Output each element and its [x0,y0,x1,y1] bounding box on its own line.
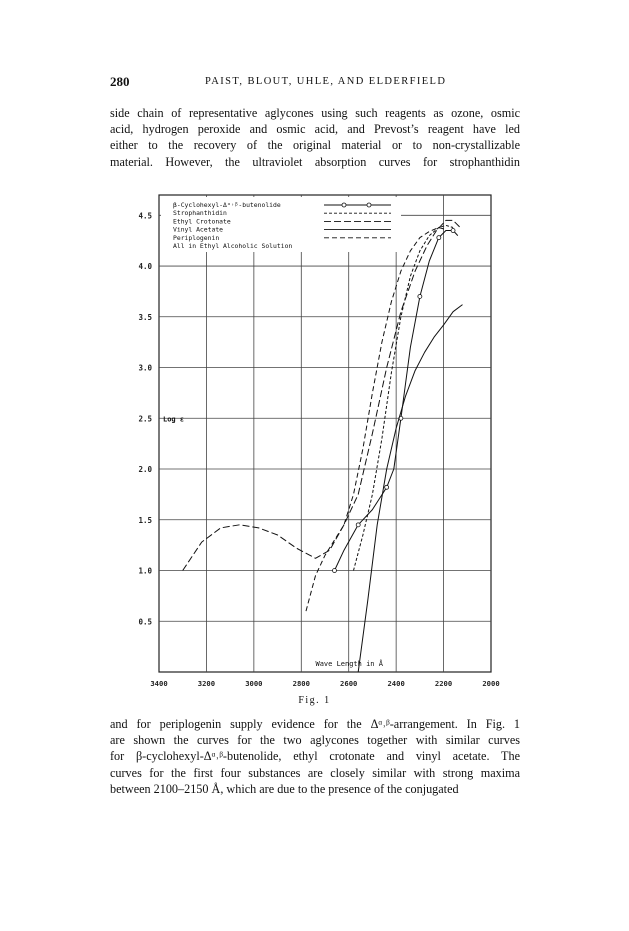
series-point [356,523,360,527]
series-line-3 [358,305,462,672]
figure-caption: Fig. 1 [298,695,331,706]
text-line: either to the recovery of the original material or to non-crystallizable [110,138,520,153]
series-point [385,485,389,489]
series-point [437,236,441,240]
legend-entry-marker [342,203,346,207]
text-line: for β-cyclohexyl-Δᵅ˒ᵝ-butenolide, ethyl crotonate and vinyl acetate. The [110,749,520,764]
legend-note: All in Ethyl Alcoholic Solution [173,242,293,250]
series-point [332,569,336,573]
y-tick-label: 0.5 [138,617,152,627]
y-axis-label: Log ε [163,415,185,424]
text-line: curves for the first four substances are closely similar with strong maxima [110,765,520,780]
legend-entry-label: β-Cyclohexyl-Δᵅ˒ᵝ-butenolide [173,201,281,209]
running-head: PAIST, BLOUT, UHLE, AND ELDERFIELD [205,76,447,87]
y-tick-label: 2.5 [138,414,152,424]
y-tick-label: 3.0 [138,363,152,373]
series-point [451,229,455,233]
x-tick-label: 2800 [292,679,310,688]
y-tick-label: 4.0 [138,262,152,272]
y-tick-label: 1.5 [138,515,152,525]
page-number: 280 [110,74,130,89]
y-tick-label: 3.5 [138,312,152,322]
series-point [418,294,422,298]
x-tick-label: 3400 [150,679,168,688]
legend-entry-marker [367,203,371,207]
text-line: and for periplogenin supply evidence for the Δᵅ˒ᵝ-arrangement. In Fig. 1 [110,717,520,731]
text-line: between 2100–2150 Å, which are due to the presence of the conjugated [110,781,459,796]
series-line-4 [306,228,446,612]
text-line: side chain of representative aglycones using such reagents as ozone, osmic [110,106,520,120]
y-tick-label: 2.0 [138,465,152,475]
y-tick-label: 4.5 [138,211,152,221]
legend-entry-label: Vinyl Acetate [173,225,224,234]
x-axis-label: Wave Length in Å [315,660,383,668]
legend-entry-label: Periplogenin [173,233,220,242]
text-line: material. However, the ultraviolet absorption curves for strophanthidin [110,154,520,169]
text-line: are shown the curves for the two aglycones together with similar curves [110,733,520,748]
x-tick-label: 2600 [340,679,358,688]
legend-entry-label: Strophanthidin [173,209,227,218]
series-line-2 [183,220,461,570]
x-tick-label: 2000 [482,679,500,688]
paragraph-bottom [110,716,520,797]
legend-entry-label: Ethyl Crotonate [173,217,231,226]
x-tick-label: 3200 [197,679,216,688]
plot-frame [159,195,491,672]
x-tick-label: 3000 [245,679,263,688]
x-tick-label: 2200 [434,679,453,688]
text-line: acid, hydrogen peroxide and osmic acid, and Prevost’s reagent have led [110,122,520,137]
y-tick-label: 1.0 [138,566,152,576]
x-tick-label: 2400 [387,679,405,688]
